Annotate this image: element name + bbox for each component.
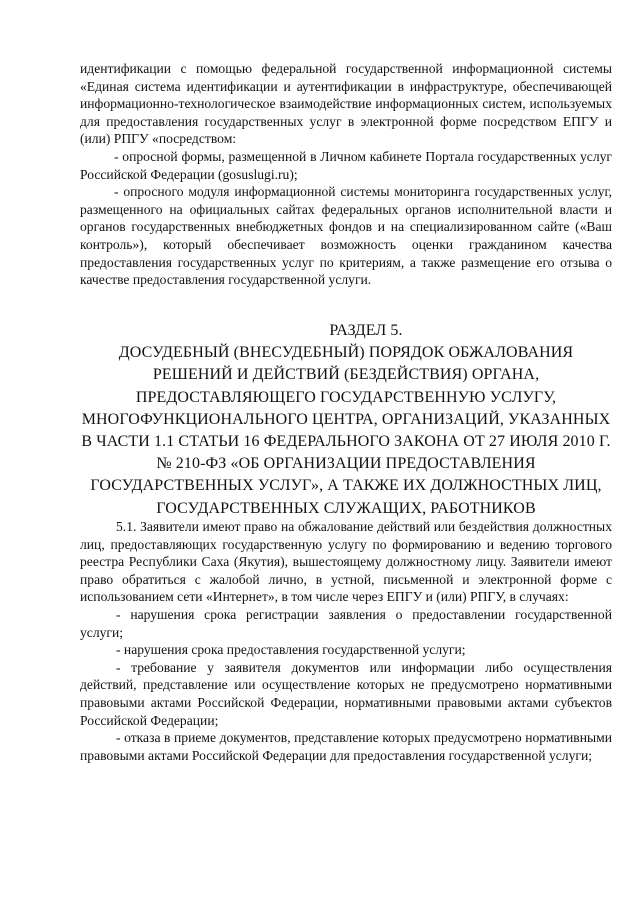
section-title: ДОСУДЕБНЫЙ (ВНЕСУДЕБНЫЙ) ПОРЯДОК ОБЖАЛОВАНИЯ РЕШЕНИЙ И ДЕЙСТВИЙ (БЕЗДЕЙСТВИЯ) ОРГАНА, ПРЕДОСТАВЛЯЮЩЕГО ГОСУДАРСТВЕННУЮ УСЛУГУ, МНОГОФУНКЦИОНАЛЬНОГО ЦЕНТРА, ОРГАНИЗАЦИЙ, УКАЗАННЫХ В ЧАСТИ 1.1 СТАТЬИ 16 ФЕДЕРАЛЬНОГО ЗАКОНА ОТ 27 ИЮЛЯ 2010 Г. № 210-ФЗ «ОБ ОРГАНИЗАЦИИ ПРЕДОСТАВЛЕНИЯ ГОСУДАРСТВЕННЫХ УСЛУГ», А ТАКЖЕ ИХ ДОЛЖНОСТНЫХ ЛИЦ, ГОСУДАРСТВЕННЫХ СЛУЖАЩИХ, РАБОТНИКОВ [81,344,611,517]
intro-paragraph: идентификации с помощью федеральной государственной информационной системы «Единая система идентификации и аутентификации в инфраструктуре, обеспечивающей информационно-технологическое взаимодействие информационных систем, используемых для предоставления государственных услуг в электронной форме посредством ЕПГУ и (или) РПГУ «посредством: [80,61,612,147]
bottom-text-block [80,518,612,764]
list-item: - отказа в приеме документов, представление которых предусмотрено нормативными правовыми актами Российской Федерации для предоставления государственной услуги; [80,730,612,763]
section-heading [80,320,612,520]
list-item: - нарушения срока предоставления государственной услуги; [116,642,466,658]
list-item: - требование у заявителя документов или информации либо осуществления действий, представление или осуществление которых не предусмотрено нормативными правовыми актами Российской Федерации, нормативными правовыми актами субъектов Российской Федерации; [80,659,612,728]
list-item-questionnaire-form: - опросной формы, размещенной в Личном кабинете Портала государственных услуг Российской Федерации (gosuslugi.ru); [80,148,612,182]
list-item: - нарушения срока регистрации заявления о предоставлении государственной услуги; [80,606,612,640]
top-text-block [80,60,612,289]
section-number: РАЗДЕЛ 5. [329,322,403,339]
list-item-questionnaire-module: - опросного модуля информационной системы мониторинга государственных услуг, размещенного на официальных сайтах федеральных органов исполнительной власти и органов государственных внебюджетных фондов и на специализированном сайте («Ваш контроль»), который обеспечивает возможность оценки гражданином качества предоставления государственных услуг по критериям, а также размещение его отзыва о качестве предоставления государственной услуги. [80,184,612,288]
paragraph-5-1: 5.1. Заявители имеют право на обжалование действий или бездействия должностных лиц, предоставляющих государственную услугу по формированию и ведению торгового реестра Республики Саха (Якутия), вышестоящему должностному лицу. Заявители имеют право обратиться с жалобой лично, в устной, письменной и электронной форме с использованием сети «Интернет», в том числе через ЕПГУ и (или) РПГУ, в случаях: [80,519,612,605]
